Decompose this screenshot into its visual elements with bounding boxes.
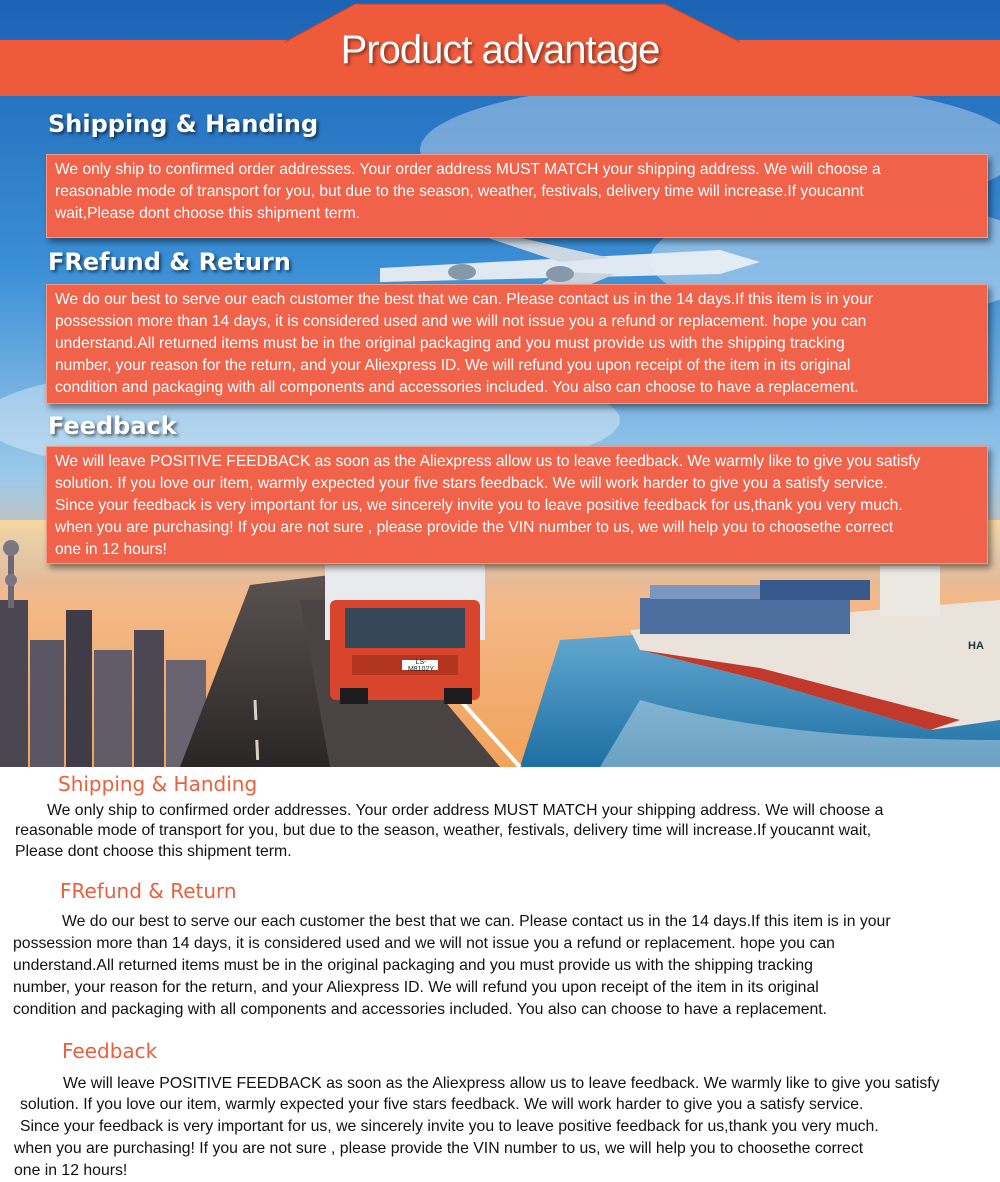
banner-shipping-box <box>46 154 988 238</box>
text-feedback-line: when you are purchasing! If you are not sure , please provide the VIN number to us, we will help you to choosethe correct <box>14 1140 864 1157</box>
page-title: Product advantage <box>340 28 660 72</box>
banner-shipping-line: wait,Please dont choose this shipment term. <box>55 205 361 222</box>
text-shipping-line: Please dont choose this shipment term. <box>15 843 292 860</box>
banner-feedback-line: Since your feedback is very important for us, we sincerely invite you to leave positive feedback for us,thank you very much. <box>55 497 903 514</box>
banner-feedback-line: We will leave POSITIVE FEEDBACK as soon as the Aliexpress allow us to leave feedback. We warmly like to give you satisfy <box>55 453 921 470</box>
banner-refund-title: FRefund & Return <box>48 248 291 276</box>
banner-refund-line: number, your reason for the return, and your Aliexpress ID. We will refund you upon receipt of the item in its original <box>55 357 851 374</box>
banner-shipping-title: Shipping & Handing <box>48 110 319 138</box>
text-feedback-line: Since your feedback is very important for us, we sincerely invite you to leave positive feedback for us,thank you very much. <box>20 1118 879 1135</box>
text-shipping-line: reasonable mode of transport for you, but due to the season, weather, festivals, delivery time will increase.If youcannt wait, <box>15 822 872 839</box>
banner-refund-line: possession more than 14 days, it is considered used and we will not issue you a refund or replacement. hope you can <box>55 313 867 330</box>
text-refund-line: understand.All returned items must be in the original packaging and you must provide us with the shipping tracking <box>13 957 813 974</box>
banner-refund-line: condition and packaging with all components and accessories included. You also can choose to have a replacement. <box>55 379 859 396</box>
banner-feedback-line: when you are purchasing! If you are not sure , please provide the VIN number to us, we will help you to choosethe correct <box>55 519 894 536</box>
banner-shipping-line: reasonable mode of transport for you, but due to the season, weather, festivals, delivery time will increase.If youcannt <box>55 183 864 200</box>
text-refund-line: condition and packaging with all components and accessories included. You also can choose to have a replacement. <box>13 1001 828 1018</box>
text-feedback-line: one in 12 hours! <box>14 1162 128 1179</box>
banner-refund-line: We do our best to serve our each customer the best that we can. Please contact us in the 14 days.If this item is in your <box>55 291 873 308</box>
ship-name-text: HA <box>968 640 984 652</box>
banner-feedback-line: one in 12 hours! <box>55 541 167 558</box>
banner-feedback-line: solution. If you love our item, warmly expected your five stars feedback. We will work harder to give you a satisfy service. <box>55 475 888 492</box>
banner-feedback-box <box>46 446 988 564</box>
text-feedback-line: We will leave POSITIVE FEEDBACK as soon as the Aliexpress allow us to leave feedback. We warmly like to give you satisfy <box>63 1075 940 1092</box>
text-shipping-title: Shipping & Handing <box>58 772 258 796</box>
banner-shipping-line: We only ship to confirmed order addresses. Your order address MUST MATCH your shipping address. We will choose a <box>55 161 881 178</box>
text-refund-line: possession more than 14 days, it is considered used and we will not issue you a refund or replacement. hope you can <box>13 935 835 952</box>
text-refund-title: FRefund & Return <box>60 879 237 903</box>
text-refund-line: We do our best to serve our each customer the best that we can. Please contact us in the 14 days.If this item is in your <box>62 913 891 930</box>
truck-plate-text: LS-M8102Y <box>407 659 435 673</box>
banner-refund-line: understand.All returned items must be in the original packaging and you must provide us with the shipping tracking <box>55 335 845 352</box>
text-refund-line: number, your reason for the return, and your Aliexpress ID. We will refund you upon receipt of the item in its original <box>13 979 819 996</box>
text-shipping-line: We only ship to confirmed order addresses. Your order address MUST MATCH your shipping address. We will choose a <box>47 802 884 819</box>
banner-refund-box <box>46 284 988 404</box>
truck-shape <box>325 565 485 704</box>
banner-feedback-title: Feedback <box>48 412 177 440</box>
text-feedback-line: solution. If you love our item, warmly expected your five stars feedback. We will work harder to give you a satisfy service. <box>20 1096 864 1113</box>
text-feedback-title: Feedback <box>62 1039 158 1063</box>
